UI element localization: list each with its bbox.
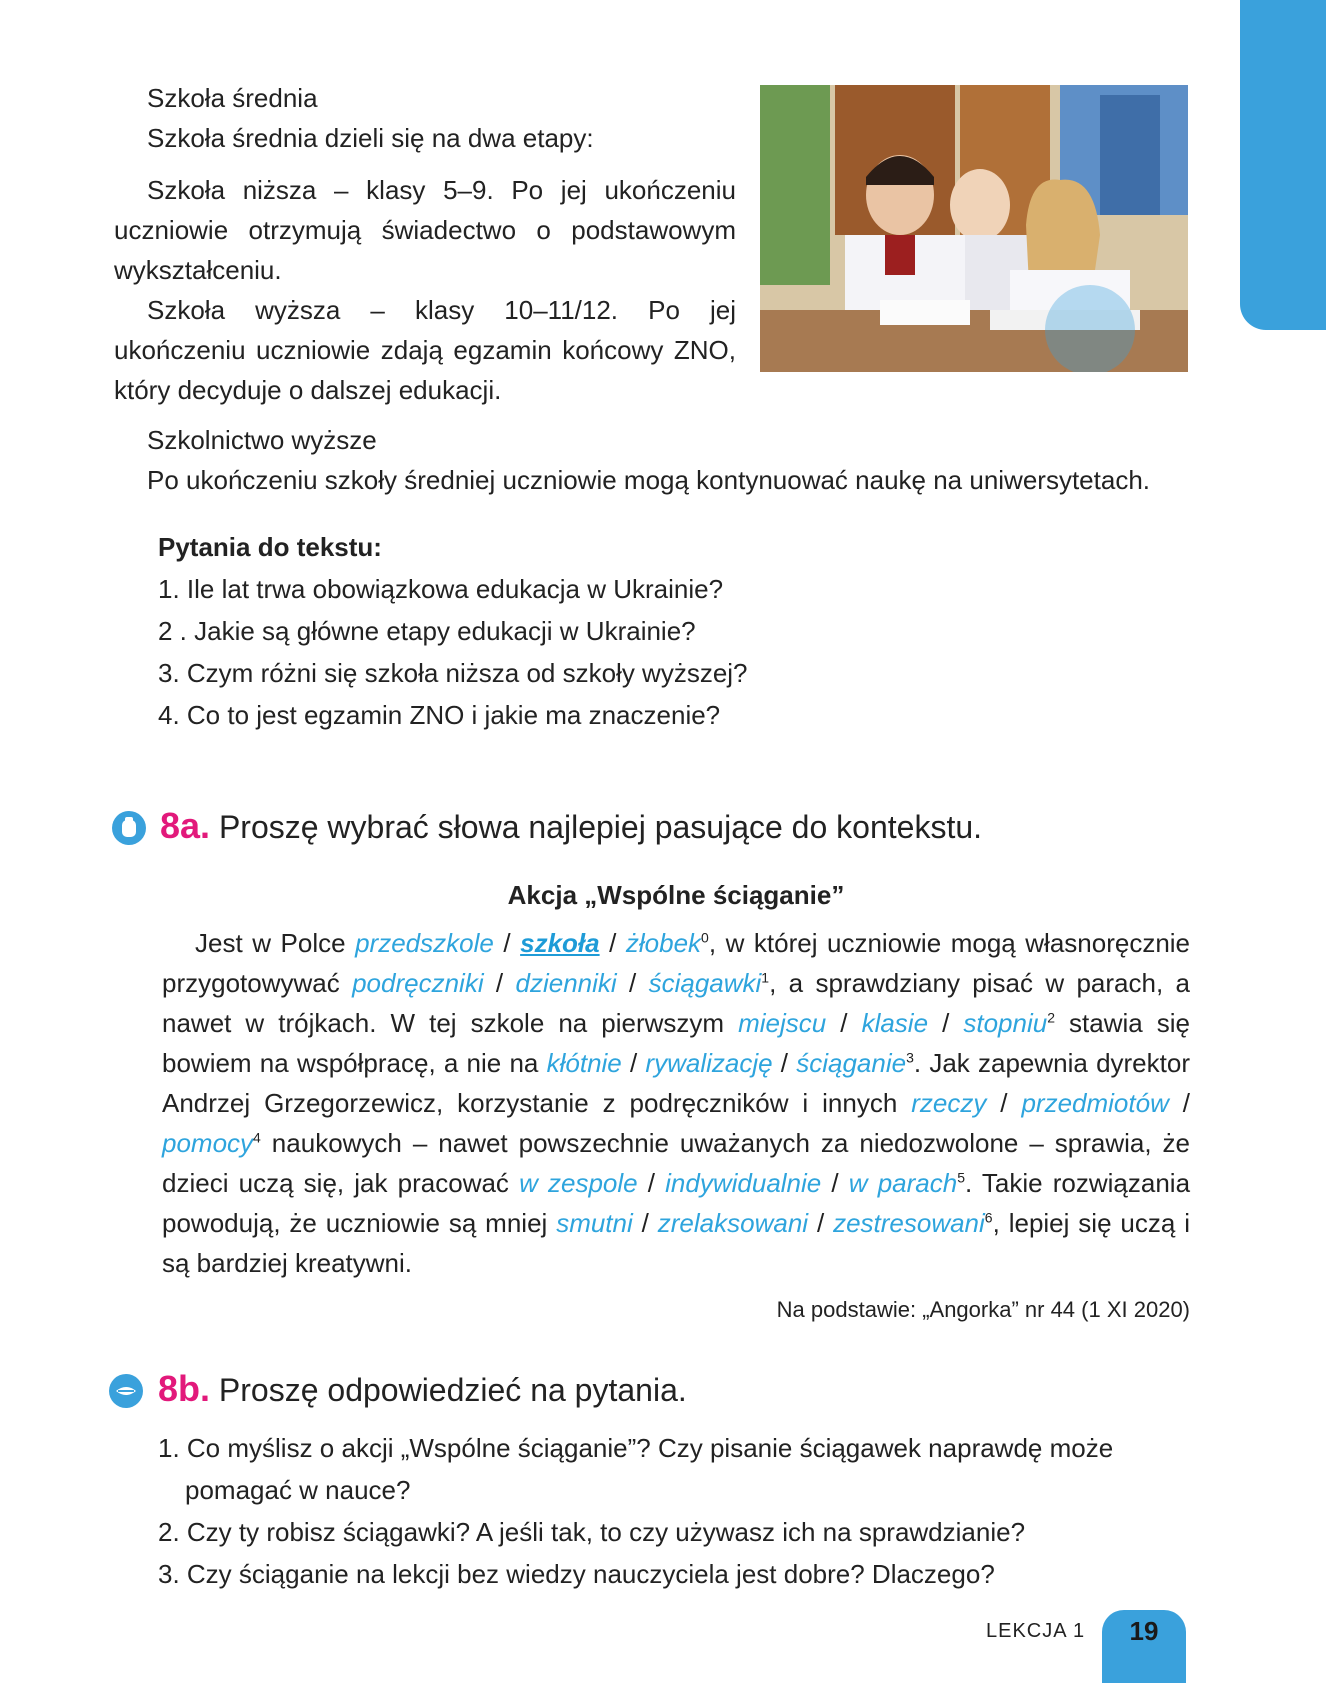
upper-school-paragraph: Szkoła wyższa – klasy 10–11/12. Po jej ukończeniu uczniowie zdają egzamin końcowy ZNO, który decyduje o dalszej edukacji. [114, 295, 736, 405]
heading-secondary-school: Szkoła średnia [147, 83, 318, 113]
option-word[interactable]: zestresowani [833, 1208, 985, 1238]
option-word[interactable]: rzeczy [911, 1088, 987, 1118]
article-title: Akcja „Wspólne ściąganie” [507, 880, 845, 910]
question-item: 3. Czy ściąganie na lekcji bez wiedzy nauczyciela jest dobre? Dlaczego? [158, 1559, 995, 1589]
option-word[interactable]: w parach [848, 1168, 958, 1198]
option-word[interactable]: przedmiotów [1021, 1088, 1169, 1118]
exercise-8b-header [158, 1367, 1158, 1412]
gap-number: 0 [701, 929, 709, 946]
option-word[interactable]: przedszkole [355, 928, 494, 958]
option-word[interactable]: stopniu [963, 1008, 1048, 1038]
option-word[interactable]: smutni [556, 1208, 633, 1238]
speaking-mouth-icon [109, 1374, 143, 1408]
option-word[interactable]: ściąganie [796, 1048, 907, 1078]
gap-number: 6 [984, 1209, 993, 1226]
exercise-8b-instruction: Proszę odpowiedzieć na pytania. [218, 1372, 687, 1408]
option-word[interactable]: miejscu [738, 1008, 827, 1038]
gap-number: 5 [957, 1169, 965, 1186]
exercise-8a-instruction: Proszę wybrać słowa najlepiej pasujące do kontekstu. [218, 809, 983, 845]
questions-title: Pytania do tekstu: [158, 532, 382, 562]
exercise-8a-number: 8a. [160, 805, 211, 846]
question-item: 2. Czy ty robisz ściągawki? A jeśli tak, to czy używasz ich na sprawdzianie? [158, 1517, 1026, 1547]
lesson-label: LEKCJA 1 [986, 1620, 1086, 1642]
higher-education-paragraph: Po ukończeniu szkoły średniej uczniowie mogą kontynuować naukę na uniwersytetach. [147, 465, 1151, 495]
classroom-illustration [760, 85, 1188, 372]
classroom-photo [760, 85, 1188, 372]
gap-number: 4 [253, 1129, 261, 1146]
lower-school-paragraph: Szkoła niższa – klasy 5–9. Po jej ukończeniu uczniowie otrzymują świadectwo o podstawowym wykształceniu. [114, 175, 736, 285]
side-tab [1240, 0, 1326, 330]
gap-number: 3 [906, 1049, 914, 1066]
option-word-selected[interactable]: szkoła [520, 928, 600, 958]
secondary-intro: Szkoła średnia dzieli się na dwa etapy: [147, 123, 594, 153]
option-word[interactable]: podręczniki [352, 968, 484, 998]
option-word[interactable]: klasie [861, 1008, 929, 1038]
question-item: 3. Czym różni się szkoła niższa od szkoły wyższej? [158, 658, 748, 688]
exercise-8a-header [160, 804, 1160, 849]
option-word[interactable]: indywidualnie [665, 1168, 822, 1198]
source-citation: Na podstawie: „Angorka” nr 44 (1 XI 2020) [776, 1297, 1190, 1322]
option-word[interactable]: ściągawki [648, 968, 762, 998]
gap-number: 2 [1047, 1009, 1055, 1026]
question-item: 2 . Jakie są główne etapy edukacji w Ukrainie? [158, 616, 696, 646]
article-text: Jest w Polce przedszkole / szkoła / żłobek$^0$, w której uczniowie mogą własnoręcznie przygotowywać podręczniki / dzienniki / ściągawki$^1$, a sprawdziany pisać w parach, a nawet w trójkach. W tej szkole na pierwszym miejscu / klasie / stopniu$^2$ stawia się bowiem na współpracę, a nie na kłótnie / rywalizację / ściąganie$^3$. Jak zapewnia dyrektor Andrzej Grzegorzewicz, korzystanie z podręczników i innych rzeczy / przedmiotów / pomocy$^4$ naukowych – nawet powszechnie uważanych za niedozwolone – sprawia, że dzieci uczą się, jak pracować w zespole / indywidualnie / w parach$^5$. Takie rozwiązania powodują, że uczniowie są mniej smutni / zrelaksowani / zestresowani$^6$, lepiej się uczą i są bardziej kreatywni. [162, 928, 1191, 1278]
option-word[interactable]: rywalizację [645, 1048, 773, 1078]
question-item: 1. Co myślisz o akcji „Wspólne ściąganie”? Czy pisanie ściągawek naprawdę może pomagać w nauce? [158, 1433, 1114, 1505]
exercise-8b-questions [158, 1427, 1192, 1595]
option-word[interactable]: żłobek [625, 928, 702, 958]
writing-hand-icon [112, 811, 146, 845]
question-item: 4. Co to jest egzamin ZNO i jakie ma znaczenie? [158, 700, 721, 730]
heading-higher-education: Szkolnictwo wyższe [147, 425, 377, 455]
option-word[interactable]: pomocy [162, 1128, 254, 1158]
option-word[interactable]: kłótnie [546, 1048, 622, 1078]
exercise-8b-number: 8b. [158, 1368, 211, 1409]
option-word[interactable]: w zespole [519, 1168, 638, 1198]
option-word[interactable]: dzienniki [515, 968, 617, 998]
questions-list [158, 568, 1158, 736]
question-item: 1. Ile lat trwa obowiązkowa edukacja w Ukrainie? [158, 574, 724, 604]
gap-number: 1 [761, 969, 770, 986]
page-number: 19 [1102, 1610, 1186, 1683]
option-word[interactable]: zrelaksowani [657, 1208, 809, 1238]
